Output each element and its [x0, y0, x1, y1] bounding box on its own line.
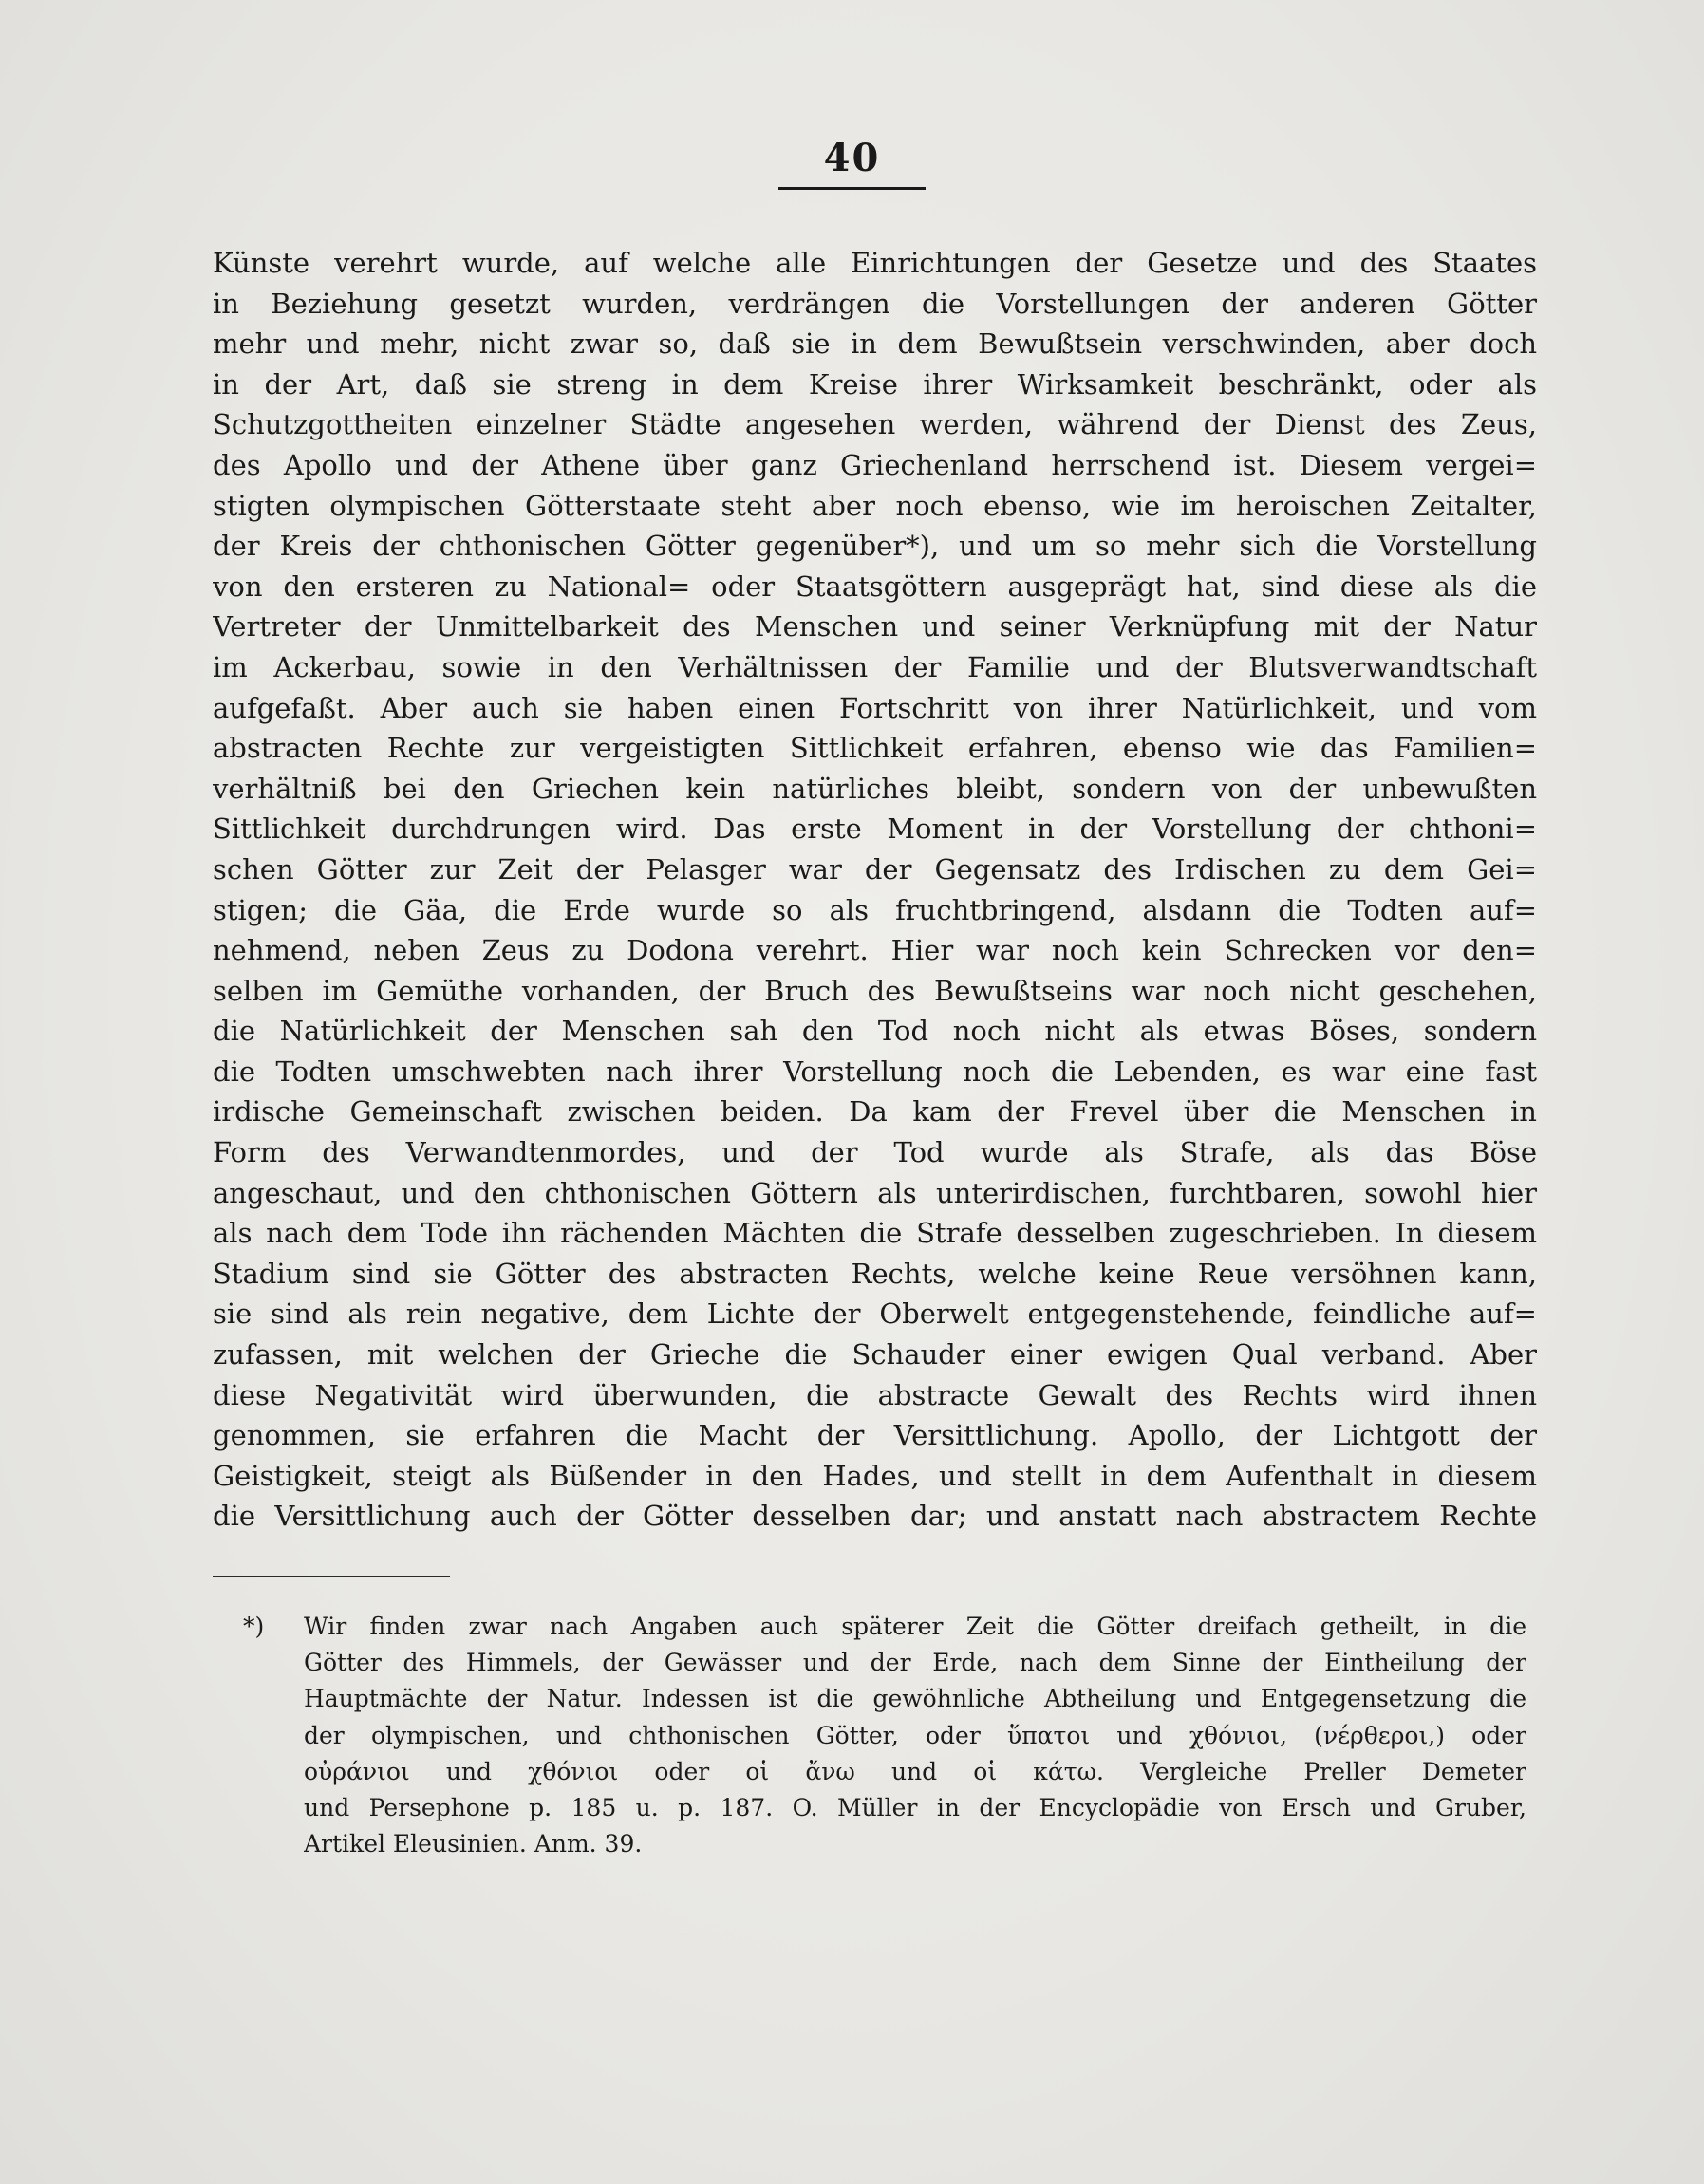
footnote-line: Wir finden zwar nach Angaben auch späterer Zeit die Götter dreifach getheilt, in die [304, 1613, 1526, 1640]
body-line: in der Art, daß sie streng in dem Kreise ihrer Wirksamkeit beschränkt, oder als [213, 367, 1537, 401]
footnote-divider [213, 1576, 450, 1577]
body-line: selben im Gemüthe vorhanden, der Bruch des Bewußtseins war noch nicht geschehen, [213, 974, 1537, 1007]
footnote-line: der olympischen, und chthonischen Götter, oder ὕπατοι und χθόνιοι, (νέρθεροι,) oder [304, 1721, 1526, 1749]
footnote-line: und Persephone p. 185 u. p. 187. O. Müller in der Encyclopädie von Ersch und Gruber, [304, 1793, 1526, 1821]
body-line: mehr und mehr, nicht zwar so, daß sie in dem Bewußtsein verschwinden, aber doch [213, 327, 1537, 361]
body-line: die Versittlichung auch der Götter desselben dar; und anstatt nach abstractem Rechte [213, 1500, 1537, 1533]
body-line: im Ackerbau, sowie in den Verhältnissen der Familie und der Blutsverwandtschaft [213, 650, 1537, 683]
footnote-marker: *) [243, 1613, 265, 1640]
body-line: aufgefaßt. Aber auch sie haben einen Fortschritt von ihrer Natürlichkeit, und vom [213, 691, 1537, 724]
body-line: irdische Gemeinschaft zwischen beiden. Da kam der Frevel über die Menschen in [213, 1095, 1537, 1129]
body-line: Vertreter der Unmittelbarkeit des Menschen und seiner Verknüpfung mit der Natur [213, 610, 1537, 644]
body-line: stigten olympischen Götterstaate steht aber noch ebenso, wie im heroischen Zeitalter, [213, 489, 1537, 522]
body-line: Künste verehrt wurde, auf welche alle Einrichtungen der Gesetze und des Staates [213, 247, 1537, 279]
body-line: Geistigkeit, steigt als Büßender in den Hades, und stellt in dem Aufenthalt in diesem [213, 1459, 1537, 1492]
body-line: die Natürlichkeit der Menschen sah den Tod noch nicht als etwas Böses, sondern [213, 1015, 1537, 1048]
footnote-line: Hauptmächte der Natur. Indessen ist die gewöhnliche Abtheilung und Entgegensetzung die [304, 1685, 1526, 1713]
body-line: sie sind als rein negative, dem Lichte der Oberwelt entgegenstehende, feindliche auf= [213, 1297, 1537, 1331]
body-line: abstracten Rechte zur vergeistigten Sittlichkeit erfahren, ebenso wie das Familien= [213, 732, 1537, 765]
body-text [213, 243, 1537, 1537]
body-line: Schutzgottheiten einzelner Städte angesehen werden, während der Dienst des Zeus, [213, 408, 1537, 441]
body-line: des Apollo und der Athene über ganz Griechenland herrschend ist. Diesem vergei= [213, 448, 1537, 481]
body-line: stigen; die Gäa, die Erde wurde so als fruchtbringend, alsdann die Todten auf= [213, 893, 1537, 926]
body-line: Sittlichkeit durchdrungen wird. Das erste Moment in der Vorstellung der chthoni= [213, 812, 1537, 846]
body-line: von den ersteren zu National= oder Staatsgöttern ausgeprägt hat, sind diese als die [213, 569, 1537, 603]
page-number-container [0, 136, 1704, 190]
body-line: verhältniß bei den Griechen kein natürliches bleibt, sondern von der unbewußten [213, 772, 1537, 805]
body-line: genommen, sie erfahren die Macht der Versittlichung. Apollo, der Lichtgott der [213, 1419, 1537, 1452]
footnote-line: οὐράνιοι und χθόνιοι oder οἱ ἄνω und οἱ κάτω. Vergleiche Preller Demeter [304, 1757, 1526, 1785]
footnote-line: Artikel Eleusinien. Anm. 39. [304, 1830, 643, 1858]
body-line: in Beziehung gesetzt wurden, verdrängen die Vorstellungen der anderen Götter [213, 287, 1537, 320]
body-line: Stadium sind sie Götter des abstracten Rechts, welche keine Reue versöhnen kann, [213, 1257, 1537, 1290]
body-line: nehmend, neben Zeus zu Dodona verehrt. Hier war noch kein Schrecken vor den= [213, 934, 1537, 967]
footnote-line: Götter des Himmels, der Gewässer und der Erde, nach dem Sinne der Eintheilung der [304, 1649, 1526, 1677]
body-line: schen Götter zur Zeit der Pelasger war der Gegensatz des Irdischen zu dem Gei= [213, 852, 1537, 886]
body-line: diese Negativität wird überwunden, die abstracte Gewalt des Rechts wird ihnen [213, 1378, 1537, 1411]
body-line: Form des Verwandtenmordes, und der Tod wurde als Strafe, als das Böse [213, 1136, 1537, 1169]
body-line: der Kreis der chthonischen Götter gegenüber*), und um so mehr sich die Vorstellung [213, 530, 1537, 563]
page-number: 40 [778, 136, 927, 190]
body-line: als nach dem Tode ihn rächenden Mächten die Strafe desselben zugeschrieben. In diesem [213, 1217, 1537, 1250]
body-line: zufassen, mit welchen der Grieche die Schauder einer ewigen Qual verband. Aber [213, 1338, 1537, 1372]
footnote-text [304, 1609, 1526, 1862]
body-line: angeschaut, und den chthonischen Göttern als unterirdischen, furchtbaren, sowohl hier [213, 1176, 1537, 1209]
body-line: die Todten umschwebten nach ihrer Vorstellung noch die Lebenden, es war eine fast [213, 1055, 1537, 1088]
